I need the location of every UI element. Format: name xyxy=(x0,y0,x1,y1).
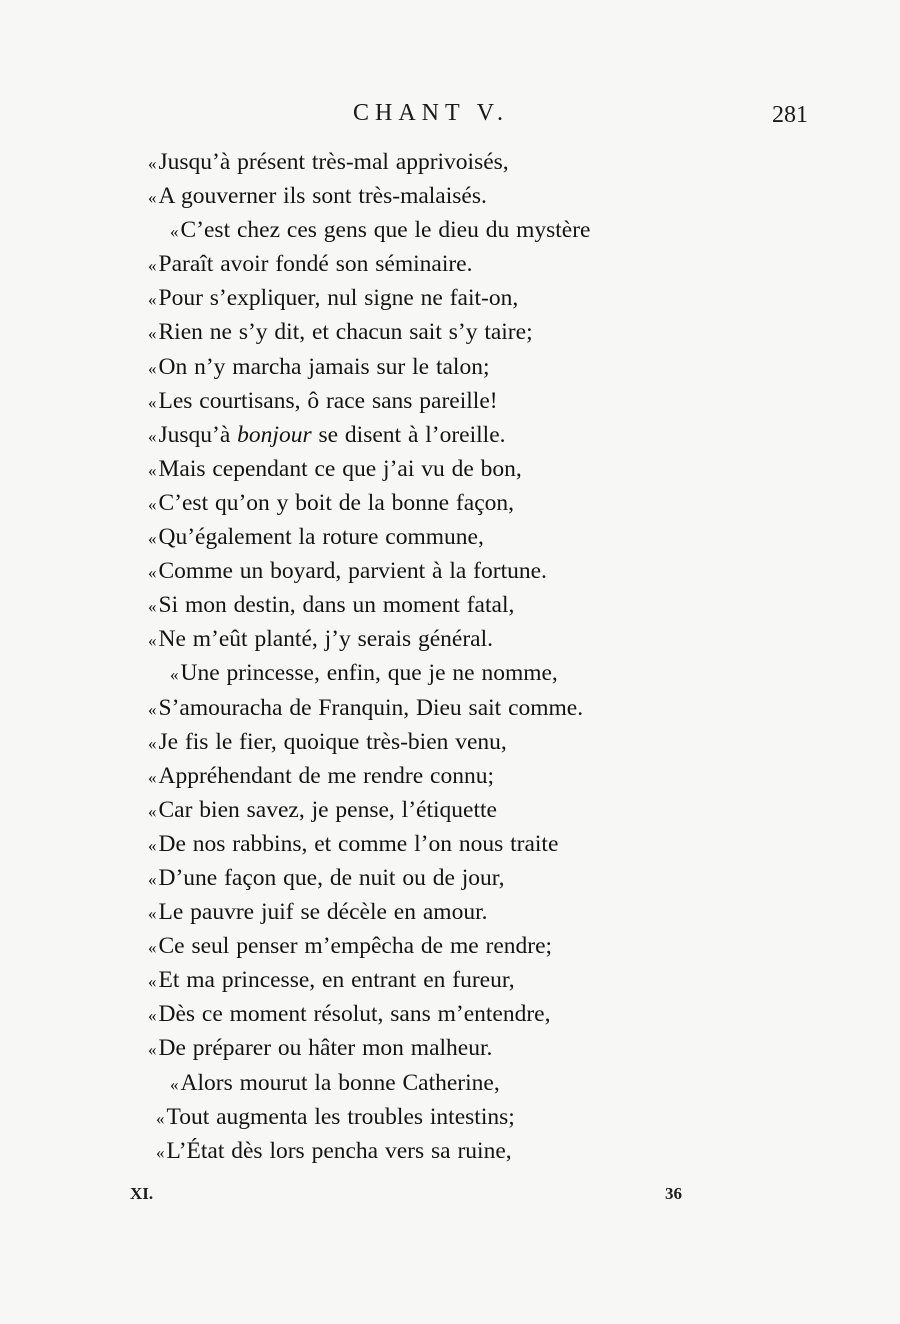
verse-quote-mark: « xyxy=(170,1074,179,1094)
verse-text: C’est qu’on y boit de la bonne façon, xyxy=(158,489,514,516)
verse-text: Qu’également la roture commune, xyxy=(158,524,484,551)
verse-text: Dès ce moment résolut, sans m’entendre, xyxy=(158,1001,551,1028)
verse-line xyxy=(148,997,828,1031)
verse-line xyxy=(148,691,828,725)
verse-list xyxy=(148,145,828,1168)
page-number: 281 xyxy=(772,102,808,128)
verse-quote-mark: « xyxy=(148,290,157,310)
verse-quote-mark: « xyxy=(148,460,157,480)
verse-text: D’une façon que, de nuit ou de jour, xyxy=(158,864,505,891)
verse-line xyxy=(148,179,828,213)
verse-quote-mark: « xyxy=(148,972,157,992)
verse-line xyxy=(148,929,828,963)
verse-line xyxy=(148,520,828,554)
verse-text: Car bien savez, je pense, l’étiquette xyxy=(158,796,497,823)
verse-quote-mark: « xyxy=(170,222,179,242)
verse-quote-mark: « xyxy=(148,1040,157,1060)
verse-quote-mark: « xyxy=(170,665,179,685)
verse-text: Ce seul penser m’empêcha de me rendre; xyxy=(158,933,553,960)
verse-quote-mark: « xyxy=(148,699,157,719)
verse-text: Jusqu’à xyxy=(158,421,238,448)
verse-text: Les courtisans, ô race sans pareille! xyxy=(158,387,498,414)
verse-text: Si mon destin, dans un moment fatal, xyxy=(158,592,515,619)
verse-line xyxy=(148,1100,828,1134)
verse-quote-mark: « xyxy=(148,529,157,549)
verse-quote-mark: « xyxy=(148,869,157,889)
verse-line xyxy=(148,759,828,793)
verse-quote-mark: « xyxy=(148,256,157,276)
verse-text: Paraît avoir fondé son séminaire. xyxy=(158,251,473,278)
verse-quote-mark: « xyxy=(148,767,157,787)
verse-line xyxy=(148,486,828,520)
verse-quote-mark: « xyxy=(148,426,157,446)
verse-line xyxy=(148,1031,828,1065)
verse-line xyxy=(148,384,828,418)
verse-quote-mark: « xyxy=(148,188,157,208)
verse-italic-word: bonjour xyxy=(237,421,312,448)
verse-line xyxy=(148,963,828,997)
verse-text: Je fis le fier, quoique très-bien venu, xyxy=(158,728,507,755)
verse-quote-mark: « xyxy=(148,154,157,173)
verse-quote-mark: « xyxy=(148,1006,157,1026)
verse-quote-mark: « xyxy=(148,631,157,651)
verse-text: Mais cependant ce que j’ai vu de bon, xyxy=(158,455,522,482)
verse-text: Rien ne s’y dit, et chacun sait s’y taire; xyxy=(158,319,533,346)
verse-quote-mark: « xyxy=(148,563,157,583)
verse-text: Et ma princesse, en entrant en fureur, xyxy=(158,967,515,994)
verse-quote-mark: « xyxy=(148,904,157,924)
verse-text: C’est chez ces gens que le dieu du mystère xyxy=(180,217,591,244)
verse-quote-mark: « xyxy=(148,801,157,821)
verse-text-continued: se disent à l’oreille. xyxy=(311,421,506,448)
verse-quote-mark: « xyxy=(148,597,157,617)
verse-line xyxy=(148,247,828,281)
verse-line xyxy=(148,554,828,588)
verse-line xyxy=(148,281,828,315)
verse-line xyxy=(148,350,828,384)
verse-line xyxy=(148,725,828,759)
verse-text: Appréhendant de me rendre connu; xyxy=(158,762,494,789)
verse-line xyxy=(148,213,828,247)
verse-line xyxy=(148,418,828,452)
verse-line xyxy=(148,861,828,895)
verse-text: Comme un boyard, parvient à la fortune. xyxy=(158,558,547,585)
verse-quote-mark: « xyxy=(156,1142,165,1162)
verse-line xyxy=(148,1066,828,1100)
verse-text: Jusqu’à présent très-mal apprivoisés, xyxy=(158,149,509,175)
verse-text: Ne m’eût planté, j’y serais général. xyxy=(158,626,494,653)
verse-text: A gouverner ils sont très-malaisés. xyxy=(158,183,487,210)
verse-text: On n’y marcha jamais sur le talon; xyxy=(158,353,490,380)
verse-line xyxy=(148,622,828,656)
verse-text: De préparer ou hâter mon malheur. xyxy=(158,1035,493,1062)
verse-text: Le pauvre juif se décèle en amour. xyxy=(158,899,488,926)
signature-number: 36 xyxy=(665,1184,682,1203)
verse-line xyxy=(148,588,828,622)
verse-line xyxy=(148,315,828,349)
verse-text: De nos rabbins, et comme l’on nous traite xyxy=(158,830,559,857)
verse-quote-mark: « xyxy=(156,1108,165,1128)
verse-quote-mark: « xyxy=(148,494,157,514)
verse-quote-mark: « xyxy=(148,835,157,855)
signature-mark: XI. xyxy=(130,1184,154,1203)
verse-line xyxy=(148,452,828,486)
verse-quote-mark: « xyxy=(148,938,157,958)
verse-line xyxy=(148,895,828,929)
verse-line xyxy=(148,145,828,179)
verse-line xyxy=(148,1134,828,1168)
verse-text: Tout augmenta les troubles intestins; xyxy=(166,1103,515,1130)
running-title: CHANT V. xyxy=(353,100,510,126)
verse-quote-mark: « xyxy=(148,733,157,753)
verse-text: S’amouracha de Franquin, Dieu sait comme. xyxy=(158,694,584,721)
verse-text: Une princesse, enfin, que je ne nomme, xyxy=(180,660,558,687)
verse-text: Pour s’expliquer, nul signe ne fait-on, xyxy=(158,285,519,312)
verse-line xyxy=(148,827,828,861)
verse-line xyxy=(148,656,828,690)
verse-quote-mark: « xyxy=(148,358,157,378)
verse-line xyxy=(148,793,828,827)
verse-text: L’État dès lors pencha vers sa ruine, xyxy=(166,1137,512,1164)
verse-text: Alors mourut la bonne Catherine, xyxy=(180,1069,500,1096)
verse-quote-mark: « xyxy=(148,324,157,344)
verse-quote-mark: « xyxy=(148,392,157,412)
